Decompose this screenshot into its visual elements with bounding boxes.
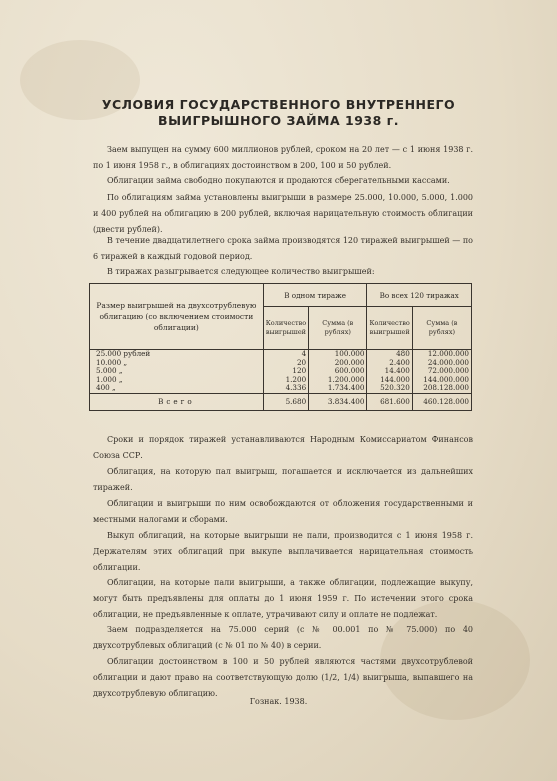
paragraph-draws: В течение двадцатилетнего срока займа производятся 120 тиражей выигрышей — по 6 тиражей в каждый годовой период.: [93, 236, 473, 261]
paragraph-free-trade: Облигации займа свободно покупаются и продаются сберегательными кассами.: [107, 176, 450, 185]
cell-q1: 4: [301, 349, 307, 358]
cell-q2: 144.000: [380, 374, 410, 384]
cell-s2: 72.000.000: [427, 366, 469, 375]
cell-s2: 208.128.000: [423, 383, 469, 392]
total-label: Всего: [90, 393, 264, 410]
header-qty-all: Количество выигрышей: [367, 307, 412, 350]
cell-q1: 20: [296, 357, 307, 367]
row-label: 1.000 „: [96, 374, 123, 384]
cell-q1: 1.200: [285, 374, 307, 384]
row-label: 10.000 „: [96, 357, 128, 367]
cell-q1: 4.336: [285, 383, 307, 392]
paragraph-tax-free: Облигации и выигрыши по ним освобождаются от обложения государственными и местными налогами и сборами.: [93, 499, 473, 524]
row-label: 25.000 рублей: [96, 349, 151, 358]
footer-goznak: Гознак. 1938.: [249, 697, 308, 706]
cell-q2: 2.400: [389, 357, 410, 367]
table-body: [90, 350, 472, 394]
cell-q1: 120: [292, 366, 307, 375]
paragraph-expiry: Облигации, на которые пали выигрыши, а также облигации, подлежащие выкупу, могут быть предъявлены для оплаты до 1 июня 1959 г. По истечении этого срока облигации, не предъявленные к оплате, утрачивают силу и оплате не подлежат.: [93, 578, 473, 619]
cell-q2: 480: [396, 349, 410, 358]
document-title-line1: УСЛОВИЯ ГОСУДАРСТВЕННОГО ВНУТРЕННЕГО: [101, 97, 456, 112]
header-qty-one: Количество выигрышей: [263, 307, 308, 350]
cell-s2: 24.000.000: [427, 357, 469, 367]
row-label: 400 „: [96, 383, 116, 392]
total-s1: 3.834.400: [309, 393, 367, 410]
cell-s1: 1.734.400: [327, 383, 365, 392]
cell-s1: 1.200.000: [327, 374, 365, 384]
row-label: 5.000 „: [96, 366, 123, 375]
paragraph-buyback: Выкуп облигаций, на которые выигрыши не пали, производится с 1 июня 1958 г. Держателям этих облигаций при выкупе выплачивается нарицательная стоимость облигации.: [93, 531, 473, 572]
cell-s1: 600.000: [334, 366, 365, 375]
header-all-draws: Во всех 120 тиражах: [367, 284, 472, 307]
paragraph-loan-issue: Заем выпущен на сумму 600 миллионов рублей, сроком на 20 лет — с 1 июня 1938 г. по 1 июня 1958 г., в облигациях достоинством в 200, 100 и 50 рублей.: [93, 145, 473, 170]
cell-q2: 520.320: [380, 383, 410, 392]
total-s2: 460.128.000: [412, 393, 471, 410]
header-prize-size: Размер выигрышей на двухсотрублевую облигацию (со включением стоимости облигации): [90, 284, 264, 350]
paragraph-table-intro: В тиражах разыгрывается следующее количество выигрышей:: [107, 267, 375, 276]
total-q1: 5.680: [263, 393, 308, 410]
paragraph-prizes: По облигациям займа установлены выигрыши в размере 25.000, 10.000, 5.000, 1.000 и 400 рублей на облигацию в 200 рублей, включая нарицательную стоимость облигации (двести рублей).: [93, 193, 473, 234]
cell-s1: 200.000: [334, 357, 365, 367]
paragraph-denominations: Облигации достоинством в 100 и 50 рублей являются частями двухсотрублевой облигации и дают право на соответствующую долю (1/2, 1/4) выигрыша, выпавшего на двухсотрублевую облигацию.: [93, 657, 473, 698]
header-sum-one: Сумма (в рублях): [309, 307, 367, 350]
document-title-line2: ВЫИГРЫШНОГО ЗАЙМА 1938 г.: [158, 113, 399, 128]
cell-s1: 100.000: [334, 349, 365, 358]
paragraph-redeemed: Облигация, на которую пал выигрыш, погашается и исключается из дальнейших тиражей.: [93, 467, 473, 492]
total-q2: 681.600: [367, 393, 412, 410]
header-sum-all: Сумма (в рублях): [412, 307, 471, 350]
prize-table: [89, 283, 472, 411]
cell-s2: 12.000.000: [427, 349, 469, 358]
cell-s2: 144.000.000: [423, 374, 469, 384]
paragraph-draw-order: Сроки и порядок тиражей устанавливаются Народным Комиссариатом Финансов Союза ССР.: [93, 435, 473, 460]
header-one-draw: В одном тираже: [263, 284, 367, 307]
cell-q2: 14.400: [384, 366, 410, 375]
total-row: [90, 393, 472, 410]
paragraph-series: Заем подразделяется на 75.000 серий (с № 00.001 по № 75.000) по 40 двухсотрублевых облигаций (с № 01 по № 40) в серии.: [93, 625, 473, 650]
